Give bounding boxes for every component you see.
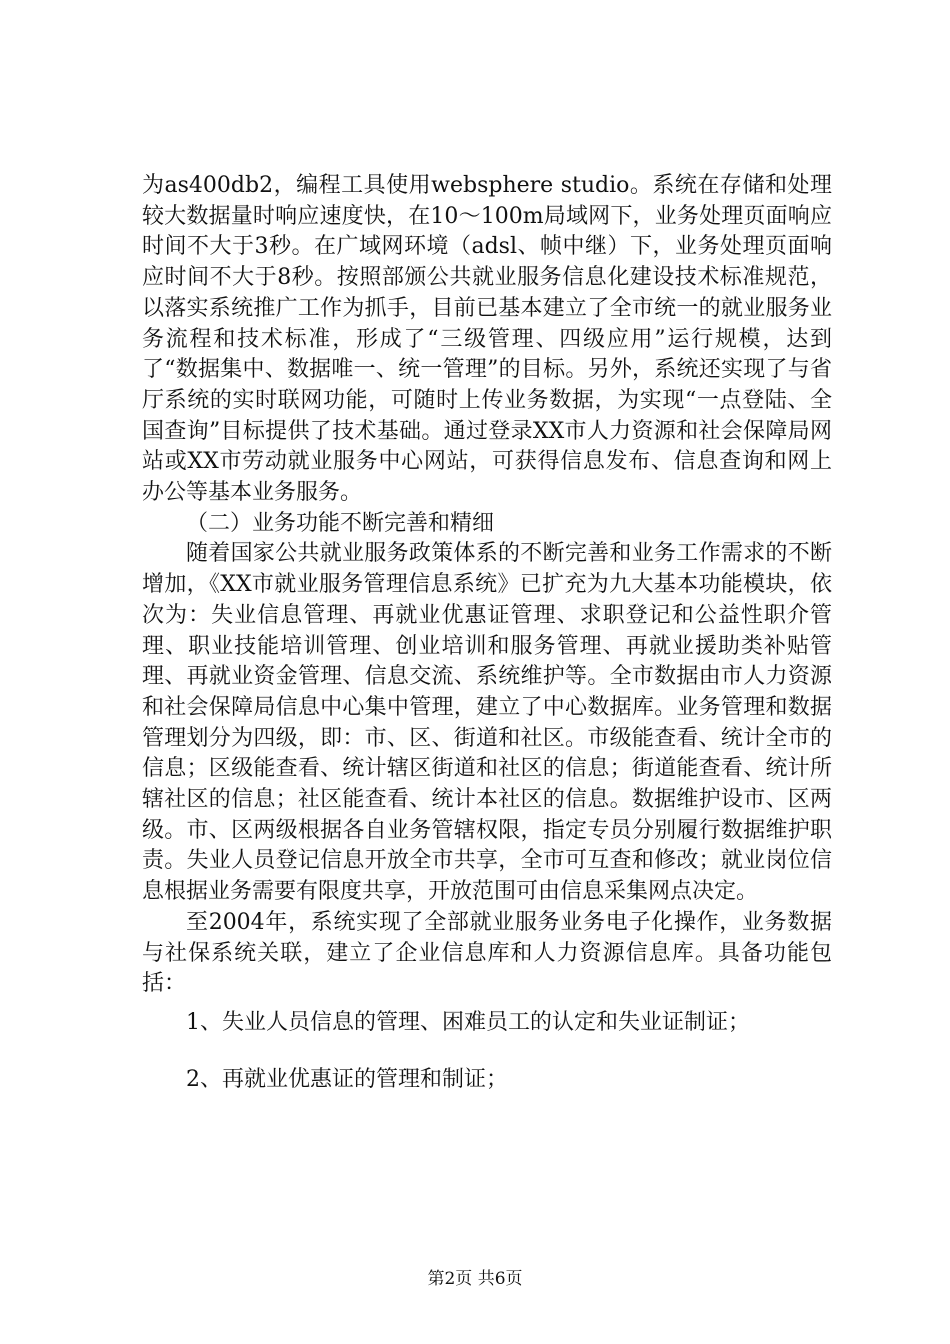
paragraph-system-tech: 为as400db2，编程工具使用websphere studio。系统在存储和处理较大数据量时响应速度快，在10～100m局域网下，业务处理页面响应时间不大于3秒。在广域网环境（adsl、帧中继）下，业务处理页面响应时间不大于8秒。按照部颁公共就业服务信息化建设技术标准规范，以落实系统推广工作为抓手，目前已基本建立了全市统一的就业服务业务流程和技术标准，形成了“三级管理、四级应用”运行规模，达到了“数据集中、数据唯一、统一管理”的目标。另外，系统还实现了与省厅系统的实时联网功能，可随时上传业务数据，为实现“一点登陆、全国查询”目标提供了技术基础。通过登录XX市人力资源和社会保障局网站或XX市劳动就业服务中心网站，可获得信息发布、信息查询和网上办公等基本业务服务。 — [142, 173, 832, 506]
paragraph-function-modules: 随着国家公共就业服务政策体系的不断完善和业务工作需求的不断增加，《XX市就业服务管理信息系统》已扩充为九大基本功能模块，依次为：失业信息管理、再就业优惠证管理、求职登记和公益性职介管理、职业技能培训管理、创业培训和服务管理、再就业援助类补贴管理、再就业资金管理、信息交流、系统维护等。全市数据由市人力资源和社会保障局信息中心集中管理，建立了中心数据库。业务管理和数据管理划分为四级，即：市、区、街道和社区。市级能查看、统计全市的信息；区级能查看、统计辖区街道和社区的信息；街道能查看、统计所辖社区的信息；社区能查看、统计本社区的信息。数据维护设市、区两级。市、区两级根据各自业务管辖权限，指定专员分别履行数据维护职责。失业人员登记信息开放全市共享，全市可互查和修改；就业岗位信息根据业务需要有限度共享，开放范围可由信息采集网点决定。 — [142, 541, 832, 905]
list-item-1: 1、失业人员信息的管理、困难员工的认定和失业证制证； — [186, 1009, 750, 1035]
list-item-2: 2、再就业优惠证的管理和制证； — [186, 1066, 508, 1092]
paragraph-2004: 至2004年，系统实现了全部就业服务业务电子化操作，业务数据与社保系统关联，建立了企业信息库和人力资源信息库。具备功能包括： — [142, 909, 832, 997]
section-heading: （二）业务功能不断完善和精细 — [186, 510, 495, 536]
page-number-footer: 第2页 共6页 — [427, 1269, 523, 1289]
document-body — [142, 171, 832, 1095]
